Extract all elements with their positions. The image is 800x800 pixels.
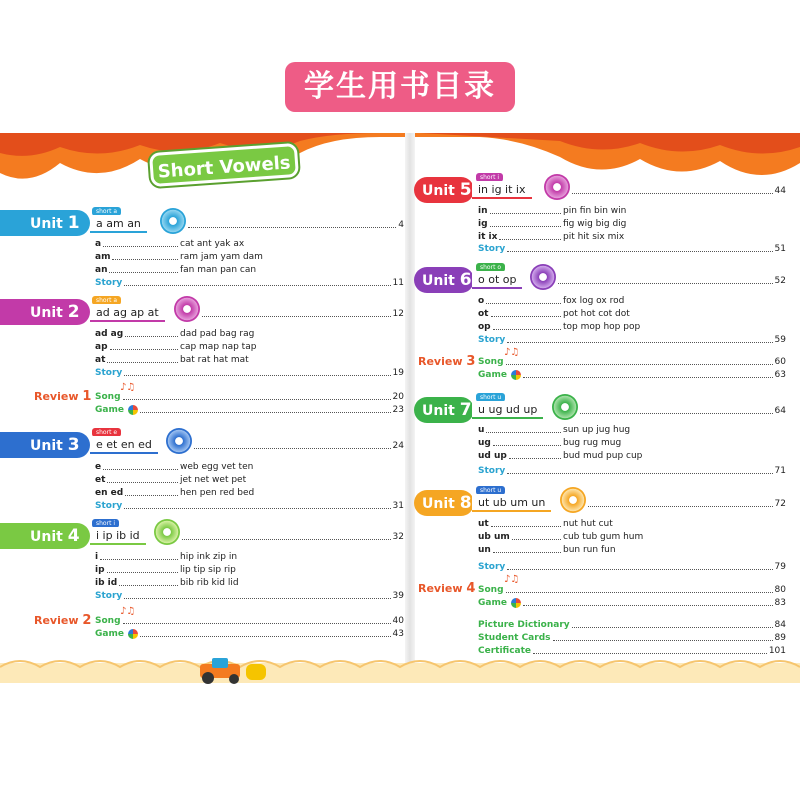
unit-5-vowel-tag: short i xyxy=(476,173,503,182)
unit-3-tab[interactable]: Unit 3 xyxy=(0,432,90,458)
unit-2-row-2: ap cap map nap tap xyxy=(95,342,257,352)
unit-8-story-line[interactable]: Story 79 xyxy=(478,562,786,572)
unit-1-row-3: an fan man pan can xyxy=(95,265,257,275)
music-note-icon: ♪♫ xyxy=(120,382,136,393)
unit-8-tab[interactable]: Unit 8 xyxy=(414,490,474,516)
unit-5-row-3: it ix pit hit six mix xyxy=(478,232,625,242)
student-cards-line[interactable]: Student Cards 89 xyxy=(478,633,786,643)
unit-8-vowel-tag: short u xyxy=(476,486,505,495)
review-4-label[interactable]: Review 4 xyxy=(418,581,476,596)
unit-4-scroll-icon xyxy=(154,519,180,545)
unit-4-row-3: ib id bib rib kid lid xyxy=(95,578,239,588)
unit-3-page-line: 24 xyxy=(192,440,404,452)
unit-1-row-1: a cat ant yak ax xyxy=(95,239,245,249)
unit-1-topic: a am an xyxy=(90,215,147,233)
unit-3-topic: e et en ed xyxy=(90,436,158,454)
unit-2-page-line: 12 xyxy=(200,308,404,320)
unit-7-row-3: ud up bud mud pup cup xyxy=(478,451,643,461)
tractor-illustration xyxy=(190,658,270,684)
unit-5-row-1: in pin fin bin win xyxy=(478,206,627,216)
unit-2-story-line[interactable]: Story 19 xyxy=(95,368,404,378)
unit-6-tab[interactable]: Unit 6 xyxy=(414,267,474,293)
review-2-label[interactable]: Review 2 xyxy=(34,613,92,628)
unit-3-story-line[interactable]: Story 31 xyxy=(95,501,404,511)
page-banner: 学生用书目录 xyxy=(285,62,515,112)
unit-1-scroll-icon xyxy=(160,208,186,234)
review-3-game-line[interactable]: Game 63 xyxy=(478,370,786,380)
unit-4-tab[interactable]: Unit 4 xyxy=(0,523,90,549)
unit-3-vowel-tag: short e xyxy=(92,428,121,437)
unit-6-row-2: ot pot hot cot dot xyxy=(478,309,630,319)
music-note-icon: ♪♫ xyxy=(504,574,520,585)
unit-8-row-2: ub um cub tub gum hum xyxy=(478,532,644,542)
unit-8-topic: ut ub um un xyxy=(472,494,551,512)
unit-2-scroll-icon xyxy=(174,296,200,322)
unit-5-topic: in ig it ix xyxy=(472,181,532,199)
unit-7-tab[interactable]: Unit 7 xyxy=(414,397,474,423)
unit-6-scroll-icon xyxy=(530,264,556,290)
unit-6-story-line[interactable]: Story 59 xyxy=(478,335,786,345)
review-1-label[interactable]: Review 1 xyxy=(34,389,92,404)
unit-6-row-3: op top mop hop pop xyxy=(478,322,641,332)
unit-7-page-line: 64 xyxy=(578,405,786,417)
unit-7-story-line[interactable]: Story 71 xyxy=(478,466,786,476)
unit-4-row-2: ip lip tip sip rip xyxy=(95,565,236,575)
unit-5-tab[interactable]: Unit 5 xyxy=(414,177,474,203)
unit-6-row-1: o fox log ox rod xyxy=(478,296,625,306)
unit-6-topic: o ot op xyxy=(472,271,522,289)
review-2-song-line[interactable]: Song 40 xyxy=(95,616,404,626)
certificate-line[interactable]: Certificate 101 xyxy=(478,646,786,656)
unit-6-page-line: 52 xyxy=(556,275,786,287)
unit-4-story-line[interactable]: Story 39 xyxy=(95,591,404,601)
scallop-border xyxy=(0,655,800,683)
unit-5-row-2: ig fig wig big dig xyxy=(478,219,627,229)
unit-3-row-2: et jet net wet pet xyxy=(95,475,247,485)
unit-2-row-3: at bat rat hat mat xyxy=(95,355,249,365)
review-1-song-line[interactable]: Song 20 xyxy=(95,392,404,402)
curtain-decoration xyxy=(0,133,800,193)
unit-7-topic: u ug ud up xyxy=(472,401,543,419)
unit-2-row-1: ad ag dad pad bag rag xyxy=(95,329,255,339)
unit-4-row-1: i hip ink zip in xyxy=(95,552,238,562)
unit-3-scroll-icon xyxy=(166,428,192,454)
unit-2-vowel-tag: short a xyxy=(92,296,121,305)
unit-1-row-2: am ram jam yam dam xyxy=(95,252,263,262)
review-3-song-line[interactable]: Song 60 xyxy=(478,357,786,367)
unit-3-row-1: e web egg vet ten xyxy=(95,462,254,472)
unit-1-page-line: 4 xyxy=(186,219,404,231)
unit-8-row-1: ut nut hut cut xyxy=(478,519,613,529)
unit-7-row-1: u sun up jug hug xyxy=(478,425,631,435)
unit-1-vowel-tag: short a xyxy=(92,207,121,216)
unit-7-row-2: ug bug rug mug xyxy=(478,438,622,448)
unit-7-vowel-tag: short u xyxy=(476,393,505,402)
unit-2-topic: ad ag ap at xyxy=(90,304,165,322)
unit-8-scroll-icon xyxy=(560,487,586,513)
review-1-game-line[interactable]: Game 23 xyxy=(95,405,404,415)
picture-dictionary-line[interactable]: Picture Dictionary 84 xyxy=(478,620,786,630)
review-3-label[interactable]: Review 3 xyxy=(418,354,476,369)
unit-5-story-line[interactable]: Story 51 xyxy=(478,244,786,254)
unit-5-scroll-icon xyxy=(544,174,570,200)
unit-4-page-line: 32 xyxy=(180,531,404,543)
unit-1-tab[interactable]: Unit 1 xyxy=(0,210,90,236)
music-note-icon: ♪♫ xyxy=(504,347,520,358)
review-4-game-line[interactable]: Game 83 xyxy=(478,598,786,608)
unit-4-vowel-tag: short i xyxy=(92,519,119,528)
unit-2-tab[interactable]: Unit 2 xyxy=(0,299,90,325)
unit-8-page-line: 72 xyxy=(586,498,786,510)
unit-4-topic: i ip ib id xyxy=(90,527,146,545)
review-2-game-line[interactable]: Game 43 xyxy=(95,629,404,639)
music-note-icon: ♪♫ xyxy=(120,606,136,617)
review-4-song-line[interactable]: Song 80 xyxy=(478,585,786,595)
section-title: Short Vowels xyxy=(149,143,299,187)
unit-7-scroll-icon xyxy=(552,394,578,420)
unit-5-page-line: 44 xyxy=(570,185,786,197)
unit-6-vowel-tag: short o xyxy=(476,263,505,272)
unit-3-row-3: en ed hen pen red bed xyxy=(95,488,255,498)
unit-1-story-line[interactable]: Story 11 xyxy=(95,278,404,288)
unit-8-row-3: un bun run fun xyxy=(478,545,616,555)
